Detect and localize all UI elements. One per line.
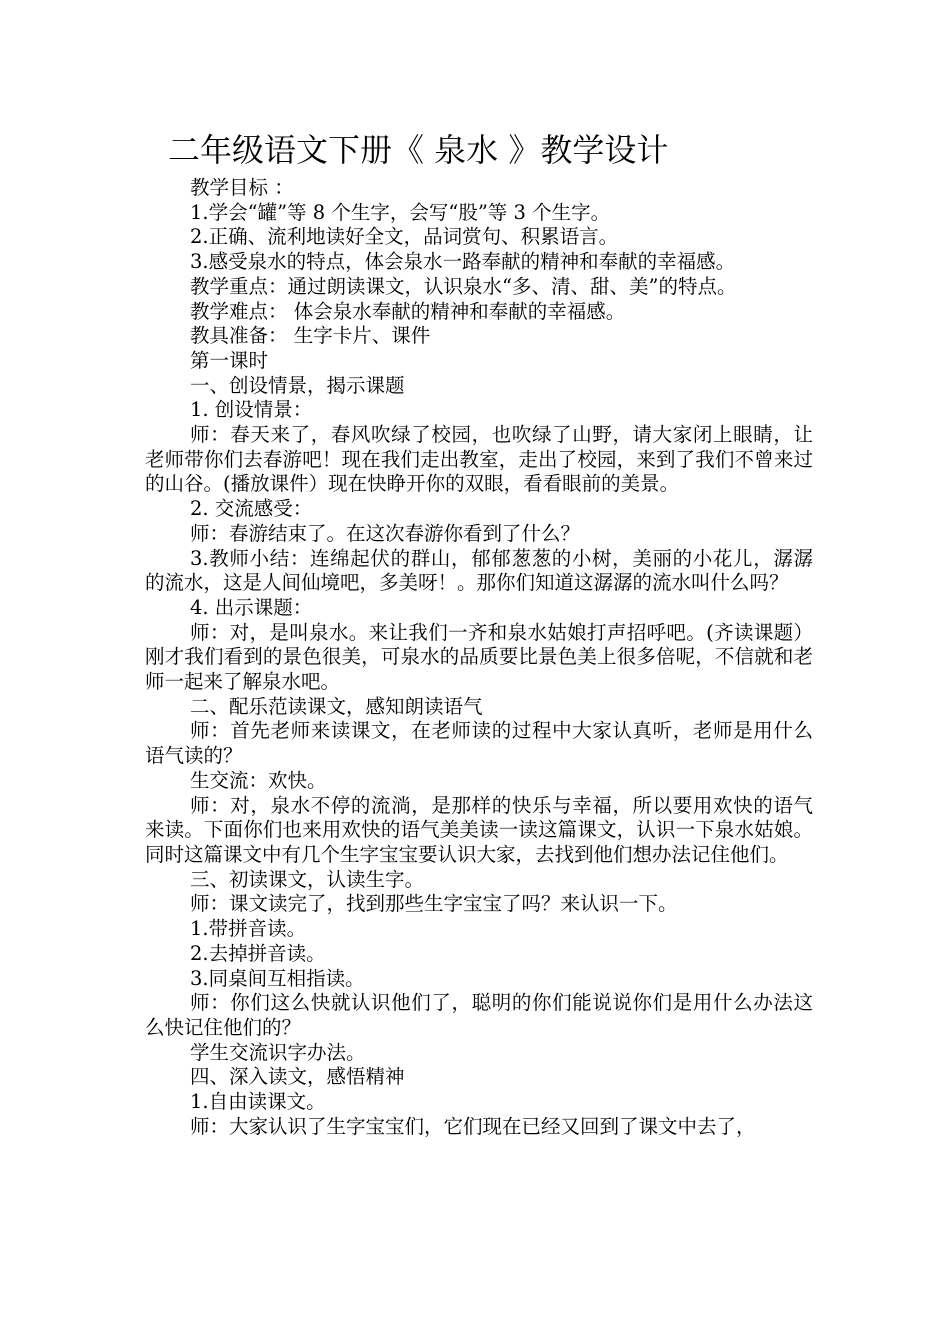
paragraph: 2.去掉拼音读。 — [190, 941, 326, 965]
paragraph: 3.感受泉水的特点，体会泉水一路奉献的精神和奉献的幸福感。 — [190, 250, 736, 274]
paragraph: 4. 出示课题： — [190, 595, 313, 619]
paragraph: 第一课时 — [190, 348, 269, 372]
paragraph: 2. 交流感受： — [190, 497, 313, 521]
paragraph: 师：春天来了，春风吹绿了校园，也吹绿了山野，请大家闭上眼睛，让老师带你们去春游吧！现在我们走出教室，走出了校园，来到了我们不曾来过的山谷。(播放课件）现在快睁开你的双眼，看看眼前的美景。 — [145, 423, 813, 496]
paragraph: 一、创设情景，揭示课题 — [190, 373, 405, 397]
paragraph: 四、深入读文，感悟精神 — [190, 1065, 405, 1089]
paragraph: 师：春游结束了。在这次春游你看到了什么？ — [190, 521, 581, 545]
paragraph: 师：你们这么快就认识他们了，聪明的你们能说说你们是用什么办法这么快记住他们的？ — [145, 991, 813, 1039]
paragraph: 教学重点：通过朗读课文，认识泉水“多、清、甜、美”的特点。 — [190, 274, 737, 298]
paragraph: 教学目标 ： — [190, 176, 294, 199]
paragraph: 3.教师小结：连绵起伏的群山，郁郁葱葱的小树，美丽的小花儿，潺潺的流水，这是人间仙境吧，多美呀！。那你们知道这潺潺的流水叫什么吗？ — [145, 546, 813, 595]
document-title: 二年级语文下册《 泉水 》教学设计 — [168, 131, 669, 169]
paragraph: 师：课文读完了，找到那些生字宝宝了吗？来认识一下。 — [190, 892, 678, 916]
paragraph: 3.同桌间互相指读。 — [190, 966, 365, 990]
document-body — [145, 176, 813, 1139]
paragraph: 师：对，是叫泉水。来让我们一齐和泉水姑娘打声招呼吧。(齐读课题）刚才我们看到的景色很美，可泉水的品质要比景色美上很多倍呢，不信就和老师一起来了解泉水吧。 — [145, 620, 813, 694]
paragraph: 1.带拼音读。 — [190, 917, 307, 941]
paragraph: 教具准备： 生字卡片、课件 — [190, 324, 431, 348]
paragraph: 2.正确、流利地读好全文，品词赏句、积累语言。 — [190, 225, 619, 249]
paragraph: 1.自由读课文。 — [190, 1090, 326, 1114]
paragraph: 1. 创设情景： — [190, 398, 313, 422]
paragraph: 学生交流识字办法。 — [190, 1040, 366, 1064]
paragraph: 师：大家认识了生字宝宝们，它们现在已经又回到了课文中去了， — [190, 1114, 756, 1138]
paragraph: 二、配乐范读课文，感知朗读语气 — [190, 694, 483, 718]
paragraph: 生交流：欢快。 — [190, 768, 327, 792]
paragraph: 1.学会“罐”等 8 个生字，会写“股”等 3 个生字。 — [190, 200, 611, 224]
paragraph: 师：对，泉水不停的流淌，是那样的快乐与幸福，所以要用欢快的语气来读。下面你们也来用欢快的语气美美读一读这篇课文，认识一下泉水姑娘。同时这篇课文中有几个生字宝宝要认识大家，去找到他们想办法记住他们。 — [145, 793, 813, 866]
paragraph: 三、初读课文，认读生字。 — [190, 867, 425, 891]
paragraph: 教学难点： 体会泉水奉献的精神和奉献的幸福感。 — [190, 299, 626, 323]
paragraph: 师：首先老师来读课文，在老师读的过程中大家认真听，老师是用什么语气读的？ — [145, 719, 813, 768]
